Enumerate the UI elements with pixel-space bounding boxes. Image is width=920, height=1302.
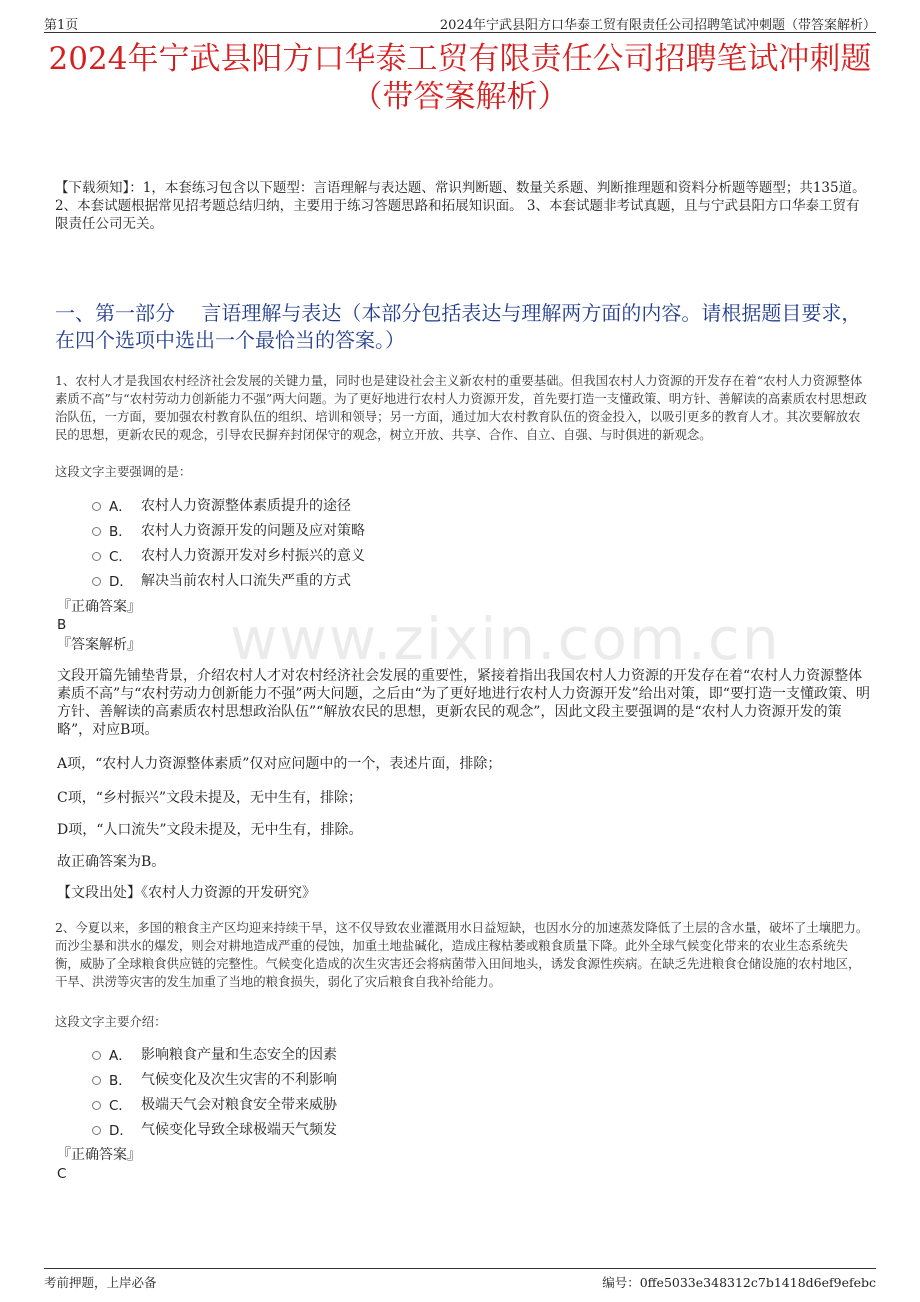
q1-analysis: 文段开篇先铺垫背景，介绍农村人才对农村经济社会发展的重要性，紧接着指出我国农村人力资源的开发存在着“农村人力资源整体素质不高”与“农村劳动力创新能力不强”两大问题，之后由“为了更好地进行农村人力资源开发”给出对策，即“要打造一支懂政策、明方针、善解读的高素质农村思想政治队伍”“解放农民的思想，更新农民的观念”，因此文段主要强调的是“农村人力资源开发的策略”，对应B项。	[57, 668, 870, 738]
radio-icon[interactable]	[92, 502, 101, 511]
q2-answer-label: 『正确答案』	[57, 1147, 141, 1163]
q1-source: 【文段出处】《农村人力资源的开发研究》	[57, 885, 316, 901]
radio-icon[interactable]	[92, 552, 101, 561]
q1-option-c[interactable]: C． 农村人力资源开发对乡村振兴的意义	[92, 542, 365, 567]
footer-slogan: 考前押题，上岸必备	[44, 1275, 157, 1290]
q2-option-b[interactable]: B． 气候变化及次生灾害的不利影响	[92, 1066, 337, 1091]
q1-prompt: 这段文字主要强调的是：	[55, 464, 192, 479]
q1-option-d[interactable]: D． 解决当前农村人口流失严重的方式	[92, 567, 365, 592]
title-line-1: 2024年宁武县阳方口华泰工贸有限责任公司招聘笔试冲刺题	[48, 41, 872, 77]
q2-options	[92, 1041, 337, 1141]
q1-option-a[interactable]: A． 农村人力资源整体素质提升的途径	[92, 492, 365, 517]
radio-icon[interactable]	[92, 1076, 101, 1085]
q1-note-c: C项，“乡村振兴”文段未提及，无中生有，排除；	[57, 790, 363, 806]
document-title	[44, 40, 876, 116]
radio-icon[interactable]	[92, 1051, 101, 1060]
q2-option-c[interactable]: C． 极端天气会对粮食安全带来威胁	[92, 1091, 337, 1116]
q1-note-a: A项，“农村人力资源整体素质”仅对应问题中的一个，表述片面，排除；	[57, 756, 502, 772]
q1-answer-label: 『正确答案』	[57, 599, 141, 615]
q1-option-b[interactable]: B． 农村人力资源开发的问题及应对策略	[92, 517, 365, 542]
q1-answer: B	[57, 617, 67, 633]
download-notice: 【下载须知】：1，本套练习包含以下题型：言语理解与表达题、常识判断题、数量关系题、判断推理题和资料分析题等题型；共135道。 2、本套试题根据常见招考题总结归纳，主要用于练习答题思路和拓展知识面。 3、本套试题非考试真题，且与宁武县阳方口华泰工贸有限责任公司无关。	[55, 180, 866, 232]
footer-doc-id: 编号：0ffe5033e348312c7b1418d6ef9efebc	[602, 1275, 876, 1290]
q1-analysis-label: 『答案解析』	[57, 637, 141, 653]
page-header	[44, 10, 876, 33]
radio-icon[interactable]	[92, 577, 101, 586]
radio-icon[interactable]	[92, 527, 101, 536]
title-line-2: （带答案解析）	[351, 79, 569, 115]
radio-icon[interactable]	[92, 1101, 101, 1110]
q2-text: 2、今夏以来，多国的粮食主产区均迎来持续干旱，这不仅导致农业灌溉用水日益短缺，也因水分的加速蒸发降低了土层的含水量，破坏了土壤肥力。而沙尘暴和洪水的爆发，则会对耕地造成严重的侵蚀，加重土地盐碱化，造成庄稼枯萎或粮食质量下降。此外全球气候变化带来的农业生态系统失衡，威胁了全球粮食供应链的完整性。气候变化造成的次生灾害还会将病菌带入田间地头，诱发食源性疾病。在缺乏先进粮食仓储设施的农村地区，干旱、洪涝等灾害的发生加重了当地的粮食损失，弱化了灾后粮食自我补给能力。	[55, 920, 869, 989]
page-number: 第1页	[44, 18, 79, 33]
q1-text: 1、农村人才是我国农村经济社会发展的关键力量，同时也是建设社会主义新农村的重要基础。但我国农村人力资源的开发存在着“农村人力资源整体素质不高”与“农村劳动力创新能力不强”两大问题。为了更好地进行农村人力资源开发，首先要打造一支懂政策、明方针、善解读的高素质农村思想政治队伍，一方面，要加强农村教育队伍的组织、培训和领导；另一方面，通过加大农村教育队伍的资金投入，以吸引更多的教育人才。其次要解放农民的思想，更新农民的观念，引导农民摒弃封闭保守的观念，树立开放、共享、合作、自立、自强、与时俱进的新观念。	[55, 373, 868, 442]
q1-note-d: D项，“人口流失”文段未提及，无中生有，排除。	[57, 822, 363, 838]
q2-option-d[interactable]: D． 气候变化导致全球极端天气频发	[92, 1116, 337, 1141]
radio-icon[interactable]	[92, 1126, 101, 1135]
q1-conclusion: 故正确答案为B。	[57, 854, 166, 870]
page-footer	[44, 1268, 876, 1293]
watermark: www.zixin.com.cn	[230, 605, 781, 673]
q2-option-a[interactable]: A． 影响粮食产量和生态安全的因素	[92, 1041, 337, 1066]
header-doc-title: 2024年宁武县阳方口华泰工贸有限责任公司招聘笔试冲刺题（带答案解析）	[439, 18, 876, 33]
section-heading: 一、第一部分 言语理解与表达（本部分包括表达与理解两方面的内容。请根据题目要求，在四个选项中选出一个最恰当的答案。）	[55, 301, 862, 352]
q2-answer: C	[57, 1166, 67, 1182]
q2-prompt: 这段文字主要介绍：	[55, 1014, 167, 1029]
q1-options	[92, 492, 365, 592]
